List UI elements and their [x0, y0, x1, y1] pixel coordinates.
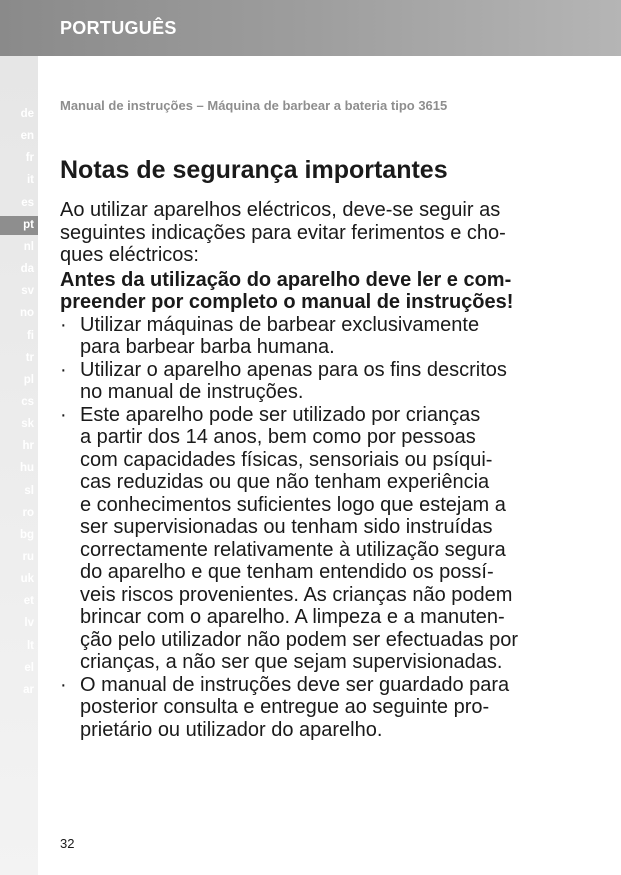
- page-number: 32: [60, 836, 75, 851]
- manual-subtitle: Manual de instruções – Máquina de barbear a bateria tipo 3615: [60, 98, 448, 113]
- text-line: Ao utilizar aparelhos eléctricos, deve-se seguir as: [60, 199, 501, 221]
- language-tab-et: et: [23, 595, 34, 608]
- text-line: do aparelho e que tenham entendido os possí-: [80, 561, 494, 583]
- text-line: ques eléctricos:: [60, 244, 199, 266]
- language-tab-pt: pt: [0, 216, 38, 235]
- language-tab-lt: lt: [26, 639, 34, 652]
- language-tab-cs: cs: [21, 395, 34, 408]
- language-title: PORTUGUÊS: [60, 18, 177, 38]
- language-tab-es: es: [21, 196, 34, 209]
- text-line: Utilizar o aparelho apenas para os fins descritos: [80, 358, 507, 381]
- language-tab-ro: ro: [22, 506, 34, 519]
- language-tab-it: it: [26, 174, 34, 187]
- text-line: seguintes indicações para evitar ferimentos e cho-: [60, 221, 506, 244]
- text-line: preender por completo o manual de instruções!: [60, 291, 514, 313]
- language-tab-de: de: [20, 108, 34, 120]
- language-tab-uk: uk: [20, 573, 34, 586]
- language-tab-ru: ru: [22, 551, 34, 563]
- list-item: [60, 314, 580, 359]
- language-tab-hr: hr: [22, 440, 34, 453]
- section-heading: Notas de segurança importantes: [60, 156, 448, 184]
- bullet-marker: ·: [60, 403, 67, 426]
- text-line: veis riscos provenientes. As crianças não podem: [80, 583, 513, 606]
- language-tab-sl: sl: [24, 484, 34, 497]
- bullet-marker: ·: [60, 673, 67, 696]
- language-tab-lv: lv: [24, 617, 34, 630]
- language-tab-nl: nl: [23, 240, 34, 253]
- safety-list: [60, 314, 580, 742]
- text-line: ção pelo utilizador não podem ser efectuadas por: [80, 628, 519, 651]
- language-tab-fr: fr: [25, 152, 34, 165]
- text-line: a partir dos 14 anos, bem como por pessoas: [80, 426, 476, 448]
- language-tab-hu: hu: [19, 462, 34, 475]
- intro-paragraph: [60, 199, 580, 267]
- section-body: [60, 199, 580, 741]
- language-tab-no: no: [19, 307, 34, 320]
- list-item: [60, 404, 580, 674]
- page-header: [0, 0, 621, 56]
- language-tab-sv: sv: [21, 285, 34, 298]
- text-line: Antes da utilização do aparelho deve ler e com-: [60, 268, 512, 291]
- language-sidebar: [0, 56, 38, 875]
- text-line: brincar com o aparelho. A limpeza e a manuten-: [80, 606, 505, 628]
- language-tab-pl: pl: [23, 373, 34, 386]
- bullet-marker: ·: [60, 313, 67, 336]
- language-tab-el: el: [24, 661, 34, 674]
- text-line: posterior consulta e entregue ao seguinte pro-: [80, 696, 490, 718]
- text-line: no manual de instruções.: [80, 381, 304, 403]
- warning-paragraph: [60, 269, 580, 314]
- language-tab-sk: sk: [21, 418, 34, 431]
- language-tab-ar: ar: [23, 683, 34, 696]
- text-line: e conhecimentos suficientes logo que estejam a: [80, 493, 506, 516]
- text-line: com capacidades físicas, sensoriais ou psíqui-: [80, 448, 493, 471]
- text-line: ser supervisionadas ou tenham sido instruídas: [80, 516, 493, 538]
- language-tab-en: en: [20, 130, 34, 143]
- text-line: O manual de instruções deve ser guardado para: [80, 673, 510, 696]
- language-tab-fi: fi: [26, 329, 34, 342]
- text-line: cas reduzidas ou que não tenham experiência: [80, 471, 490, 493]
- text-line: Utilizar máquinas de barbear exclusivamente: [80, 313, 480, 336]
- language-tab-tr: tr: [25, 351, 34, 364]
- language-tab-da: da: [20, 263, 34, 276]
- text-line: correctamente relativamente à utilização segura: [80, 538, 506, 561]
- list-item: [60, 674, 580, 742]
- bullet-marker: ·: [60, 358, 67, 381]
- language-tab-bg: bg: [19, 528, 34, 541]
- text-line: Este aparelho pode ser utilizado por crianças: [80, 403, 481, 426]
- text-line: crianças, a não ser que sejam supervisionadas.: [80, 651, 503, 673]
- text-line: prietário ou utilizador do aparelho.: [80, 718, 383, 741]
- text-line: para barbear barba humana.: [80, 336, 335, 358]
- list-item: [60, 359, 580, 404]
